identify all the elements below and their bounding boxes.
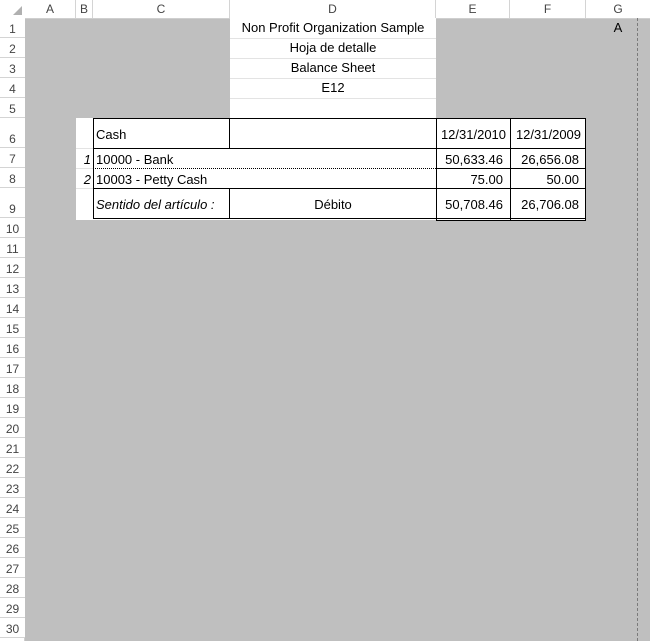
row-header[interactable] [0,38,25,58]
org-name: Non Profit Organization Sample [241,20,425,35]
row-header-label: 10 [5,222,20,236]
sense-label: Sentido del artículo : [96,197,215,212]
row-header-label: 22 [5,462,20,476]
amount-2010: 50,633.46 [445,152,503,167]
date-2009: 12/31/2009 [515,127,582,142]
row-header[interactable] [0,318,25,338]
row-header[interactable] [0,498,25,518]
sense-value: Débito [314,197,352,212]
row-header[interactable] [0,188,25,218]
row-header[interactable] [0,78,25,98]
row-header-label: 14 [5,302,20,316]
row-header-label: 16 [5,342,20,356]
total-2009: 26,706.08 [521,197,579,212]
row-header[interactable] [0,168,25,188]
account-name: 10000 - Bank [96,152,174,167]
row-header[interactable] [0,578,25,598]
sheet-name: Hoja de detalle [289,40,377,55]
row-header[interactable] [0,478,25,498]
row-header-label: 7 [9,152,16,166]
row-header-label: 30 [5,622,20,636]
row-header[interactable] [0,418,25,438]
row-header[interactable] [0,598,25,618]
row-header-label: 20 [5,422,20,436]
row-header-label: 17 [5,362,20,376]
row-header[interactable] [0,148,25,168]
account-name: 10003 - Petty Cash [96,172,208,187]
column-header-f[interactable]: F [510,0,586,18]
row-header[interactable] [0,238,25,258]
table-title: Cash [96,127,127,142]
row-header[interactable] [0,298,25,318]
total-2010: 50,708.46 [445,197,503,212]
row-header[interactable] [0,358,25,378]
row-header-label: 6 [9,132,16,146]
row-header[interactable] [0,458,25,478]
row-header-label: 8 [9,172,16,186]
column-header-b[interactable]: B [76,0,93,18]
row-header[interactable] [0,338,25,358]
row-header-label: 15 [5,322,20,336]
row-header-label: 19 [5,402,20,416]
amount-2009: 26,656.08 [521,152,579,167]
row-header[interactable] [0,258,25,278]
row-header[interactable] [0,98,25,118]
row-header-label: 24 [5,502,20,516]
row-number: 2 [83,172,91,187]
column-header-e[interactable]: E [436,0,510,18]
row-header[interactable] [0,438,25,458]
date-2010: 12/31/2010 [440,127,507,142]
row-header-label: 29 [5,602,20,616]
row-number: 1 [83,152,91,167]
row-header-label: 9 [9,202,16,216]
row-header[interactable] [0,378,25,398]
column-header-c[interactable]: C [93,0,230,18]
row-header[interactable] [0,558,25,578]
row-header-label: 5 [9,102,16,116]
cell-g1: A [613,20,623,35]
row-header-label: 2 [9,42,16,56]
row-header[interactable] [0,538,25,558]
amount-2009: 50.00 [546,172,579,187]
row-header[interactable] [0,118,25,148]
row-header[interactable] [0,218,25,238]
row-header-label: 4 [9,82,16,96]
row-header[interactable] [0,278,25,298]
row-header[interactable] [0,18,25,38]
amount-2010: 75.00 [470,172,503,187]
select-all-corner[interactable] [0,0,25,18]
row-header-label: 23 [5,482,20,496]
column-header-d[interactable]: D [230,0,436,18]
row-header-label: 25 [5,522,20,536]
row-header[interactable] [0,618,25,638]
column-header-g[interactable]: G [613,2,623,16]
report-code: E12 [321,80,345,95]
row-header-label: 12 [5,262,20,276]
row-header-label: 3 [9,62,16,76]
page-break-line [637,18,638,641]
row-header[interactable] [0,398,25,418]
column-header-a[interactable]: A [25,0,76,18]
row-header-label: 21 [5,442,20,456]
row-header-label: 13 [5,282,20,296]
row-header-label: 27 [5,562,20,576]
row-header[interactable] [0,518,25,538]
row-header-label: 28 [5,582,20,596]
report-name: Balance Sheet [290,60,376,75]
row-header[interactable] [0,58,25,78]
row-header-label: 1 [9,22,16,36]
row-header-label: 26 [5,542,20,556]
row-header-label: 11 [6,242,19,256]
row-header-label: 18 [5,382,20,396]
